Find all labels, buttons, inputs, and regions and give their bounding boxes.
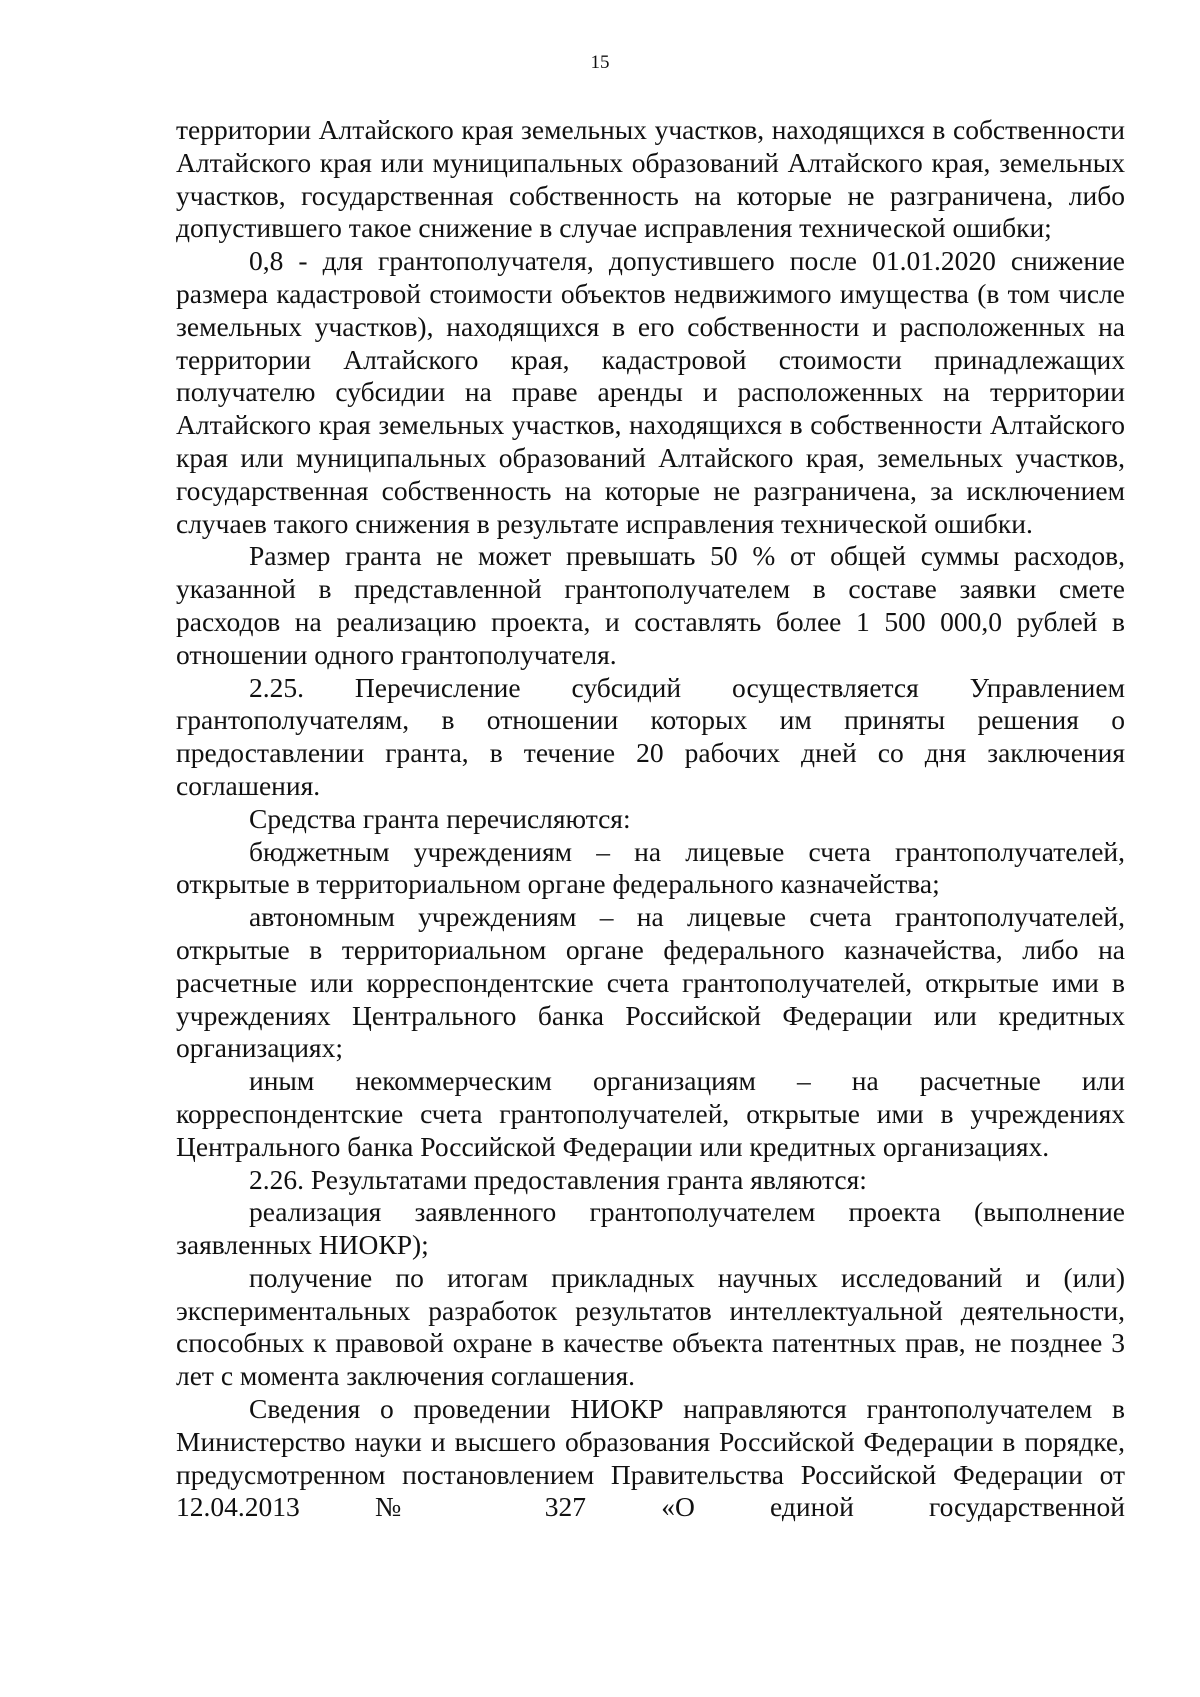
- paragraph-2-25: 2.25. Перечисление субсидий осуществляется Управлением грантополучателям, в отношении которых им приняты решения о предоставлении гранта, в течение 20 рабочих дней со дня заключения соглашения.: [176, 671, 1125, 801]
- paragraph-funds-transfer: Средства гранта перечисляются:: [249, 802, 631, 834]
- paragraph-ip-results: получение по итогам прикладных научных исследований и (или) экспериментальных разработок результатов интеллектуальной деятельности, способных к правовой охране в качестве объекта патентных прав, не позднее 3 лет с момента заключения соглашения.: [176, 1261, 1125, 1392]
- paragraph-territory-continuation: территории Алтайского края земельных участков, находящихся в собственности Алтайского края или муниципальных образований Алтайского края, земельных участков, государственная собственность на которые не разграничена, либо допустившего такое снижение в случае исправления технической ошибки;: [176, 114, 1125, 244]
- document-body: [176, 114, 1125, 1524]
- paragraph-autonomous-institutions: автономным учреждениям – на лицевые счета грантополучателей, открытые в территориальном органе федерального казначейства, либо на расчетные или корреспондентские счета грантополучателей, открытые ими в учреждениях Центрального банка Российской Федерации или кредитных организациях;: [176, 901, 1125, 1064]
- paragraph-grant-size: Размер гранта не может превышать 50 % от общей суммы расходов, указанной в представленной грантополучателем в составе заявки смете расходов на реализацию проекта, и составлять более 1 500 000,0 рублей в отношении одного грантополучателя.: [176, 540, 1125, 670]
- paragraph-project-implementation: реализация заявленного грантополучателем проекта (выполнение заявленных НИОКР);: [176, 1196, 1125, 1261]
- paragraph-niokr-reporting: Сведения о проведении НИОКР направляются грантополучателем в Министерство науки и высшего образования Российской Федерации в порядке, предусмотренном постановлением Правительства Российской Федерации от 12.04.2013 № 327 «О единой государственной: [176, 1393, 1125, 1523]
- paragraph-budget-institutions: бюджетным учреждениям – на лицевые счета грантополучателей, открытые в территориальном органе федерального казначейства;: [176, 835, 1125, 900]
- paragraph-2-26: 2.26. Результатами предоставления гранта являются:: [249, 1163, 867, 1195]
- page-number: 15: [590, 52, 610, 73]
- paragraph-coefficient-0-8: 0,8 - для грантополучателя, допустившего после 01.01.2020 снижение размера кадастровой стоимости объектов недвижимого имущества (в том числе земельных участков), находящихся в его собственности и расположенных на территории Алтайского края, кадастровой стоимости принадлежащих получателю субсидии на праве аренды и расположенных на территории Алтайского края земельных участков, находящихся в собственности Алтайского края или муниципальных образований Алтайского края, земельных участков, государственная собственность на которые не разграничена, за исключением случаев такого снижения в результате исправления технической ошибки.: [176, 245, 1125, 539]
- paragraph-other-nonprofits: иным некоммерческим организациям – на расчетные или корреспондентские счета грантополучателей, открытые ими в учреждениях Центрального банка Российской Федерации или кредитных организациях.: [176, 1065, 1125, 1162]
